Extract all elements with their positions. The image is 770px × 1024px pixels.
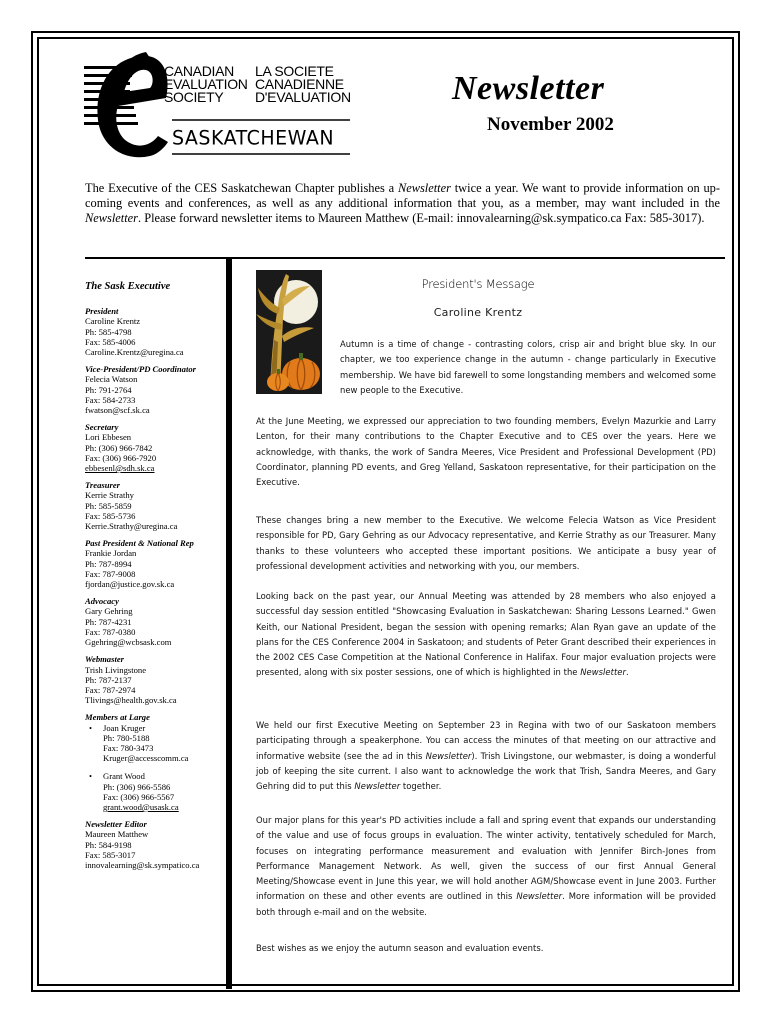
sidebar-secretary: Secretary Lori Ebbesen Ph: (306) 966-7842 Fax: (306) 966-7920 ebbesenl@sdh.sk.ca bbox=[85, 422, 225, 473]
message-title: President's Message bbox=[421, 277, 535, 291]
message-paragraph-1: Autumn is a time of change - contrasting colors, crisp air and bright blue sky. In our chapter, we too experience change in the autumn - change particularly in Executive membership. We have bid farewell to some longstanding members and welcomed some new people to the Executive. bbox=[340, 339, 716, 395]
message-paragraph-6: Our major plans for this year's PD activities include a fall and spring event that expands our understanding of the value and use of focus groups in evaluation. The winter activity, tentatively scheduled for March, focuses on integrating performance measurement and evaluation with Jennifer Birch-Jones from Performance Management Network. As well, given the success of our first Annual General Meeting/Showcase event in June this year, we will hold another AGM/Showcase event in June 2003. Further information on these and other events are outlined in this Newsletter. More information will be provided both through e-mail and on the website. bbox=[256, 815, 717, 917]
sidebar-vice-president: Vice-President/PD Coordinator Felecia Watson Ph: 791-2764 Fax: 584-2733 fwatson@scf.sk.ca bbox=[85, 364, 197, 416]
vertical-divider bbox=[226, 259, 232, 989]
newsletter-date: November 2002 bbox=[487, 114, 614, 135]
pumpkin-cornstalk-icon bbox=[256, 270, 322, 394]
sidebar-members-at-large: Members at Large • Joan Kruger Ph: 780-5188 Fax: 780-3473 Kruger@accesscomm.ca • Grant Wood Ph: (306) 966-5586 Fax: (306) 966-5567 grant.wood@usask.ca bbox=[85, 712, 225, 812]
sidebar-president: President Caroline Krentz Ph: 585-4798 Fax: 585-4006 Caroline.Krentz@uregina.ca bbox=[85, 306, 184, 358]
intro-paragraph: The Executive of the CES Saskatchewan Chapter publishes a Newsletter twice a year. We want to provide information on up-coming events and conferences, as well as any additional information that you, as a member, may want included in the Newsletter. Please forward newsletter items to Maureen Matthew (E-mail: innovalearning@sk.sympatico.ca Fax: 585-3017). bbox=[85, 181, 720, 225]
logo-text-english: CANADIAN EVALUATION SOCIETY bbox=[164, 63, 248, 105]
sidebar-heading: The Sask Executive bbox=[85, 281, 171, 292]
horizontal-divider bbox=[85, 257, 725, 259]
message-paragraph-4: Looking back on the past year, our Annual Meeting was attended by 28 members who also enjoyed a successful day session entitled "Showcasing Evaluation in Saskatchewan: Sharing Lessons Learned." Gwen Keith, our National President, began the session with opening remarks; Alan Ryan gave an update of the plans for the CES Conference 2004 in Saskatoon; and students of Peter Grant described their experiences in the 2002 CES Case Competition at the National Conference in Halifax. Four major evaluation projects were presented, along with six poster sessions, one of which is highlighted in the Newsletter. bbox=[256, 591, 716, 678]
member-name: • Joan Kruger bbox=[85, 723, 225, 733]
member-email-link[interactable]: grant.wood@usask.ca bbox=[103, 801, 179, 812]
message-paragraph-5: We held our first Executive Meeting on September 23 in Regina with two of our Saskatoon members participating through a speakerphone. You can access the minutes of that meeting on our attractive and informative website (see the ad in this Newsletter). Trish Livingstone, our webmaster, is doing a wonderful job of keeping the site current. I also want to acknowledge the work that Trish, Sandra Meeres, and Gary Gehring did to put this Newsletter together. bbox=[256, 720, 716, 792]
logo-chapter-name: SASKATCHEWAN bbox=[172, 126, 335, 150]
secretary-email-link[interactable]: ebbesenl@sdh.sk.ca bbox=[85, 463, 155, 474]
message-paragraph-7: Best wishes as we enjoy the autumn season and evaluation events. bbox=[256, 943, 544, 953]
sidebar-advocacy: Advocacy Gary Gehring Ph: 787-4231 Fax: 787-0380 Ggehring@wcbsask.com bbox=[85, 596, 172, 648]
message-paragraph-3: These changes bring a new member to the Executive. We welcome Felecia Watson as Vice President responsible for PD, Gary Gehring as our Advocacy representative, and Kerrie Strathy as our Treasurer. Many thanks to these volunteers who accepted these important positions. We anticipate a busy year of professional development activities and networking with you, our members. bbox=[256, 515, 716, 571]
logo-text-french: LA SOCIETE CANADIENNE D'EVALUATION bbox=[255, 63, 351, 105]
message-author: Caroline Krentz bbox=[433, 306, 523, 319]
message-paragraph-2: At the June Meeting, we expressed our appreciation to two founding members, Evelyn Mazurkie and Larry Lenton, for their many contributions to the Chapter Executive and to CES over the years. Here we acknowledge, with thanks, the work of Sandra Meeres, Vice President and Professional Development (PD) Coordinator, planning PD events, and Greg Yelland, Saskatoon representative, for their participation on the Executive. bbox=[256, 416, 716, 488]
member-name: • Grant Wood bbox=[85, 771, 225, 781]
newsletter-title: Newsletter bbox=[452, 70, 605, 107]
sidebar-webmaster: Webmaster Trish Livingstone Ph: 787-2137 Fax: 787-2974 Tlivings@health.gov.sk.ca bbox=[85, 654, 177, 706]
sidebar-past-president: Past President & National Rep Frankie Jordan Ph: 787-8994 Fax: 787-9008 fjordan@justice.gov.sk.ca bbox=[85, 538, 194, 590]
sidebar-treasurer: Treasurer Kerrie Strathy Ph: 585-5859 Fax: 585-5736 Kerrie.Strathy@uregina.ca bbox=[85, 480, 178, 532]
executive-sidebar bbox=[85, 280, 225, 877]
sidebar-editor: Newsletter Editor Maureen Matthew Ph: 584-9198 Fax: 585-3017 innovalearning@sk.sympatico.ca bbox=[85, 819, 200, 870]
